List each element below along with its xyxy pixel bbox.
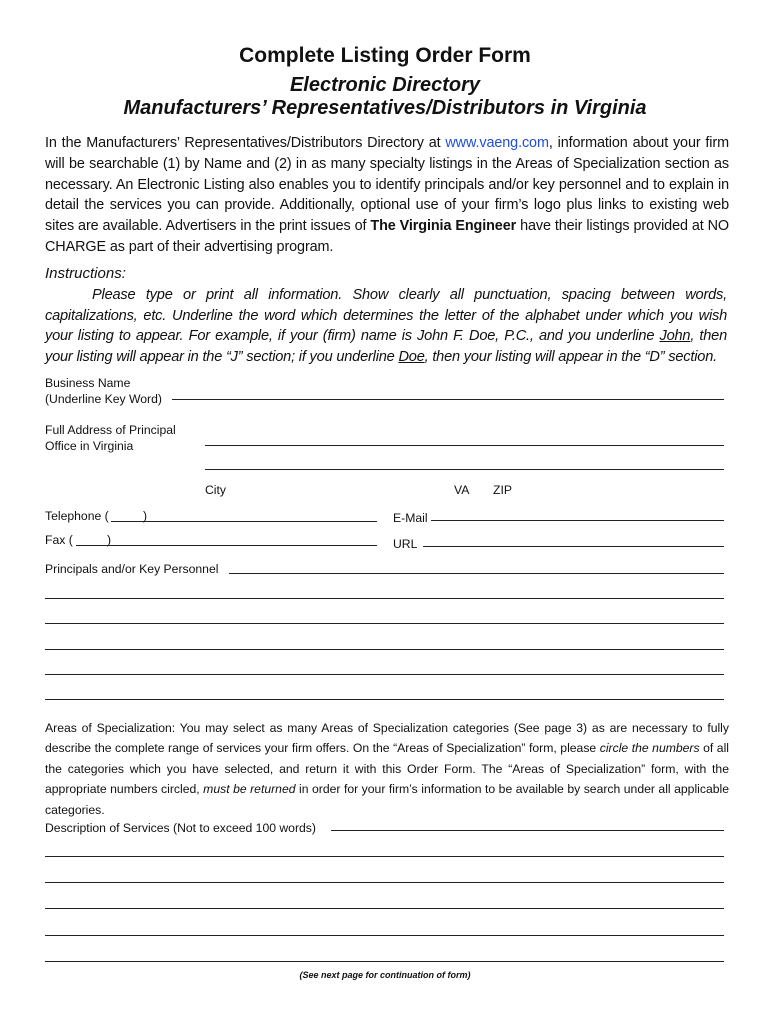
- url-label: URL: [393, 537, 418, 551]
- form-title: Complete Listing Order Form: [239, 44, 531, 67]
- city-label: City: [205, 483, 226, 497]
- example-john: John: [659, 328, 691, 345]
- form-subtitle: Electronic Directory: [289, 74, 481, 96]
- description-line-5[interactable]: [45, 935, 724, 936]
- directory-name: Manufacturers’ Representatives/Distributors in Virginia: [123, 97, 647, 119]
- business-name-field[interactable]: [172, 399, 724, 400]
- intro-paragraph: In the Manufacturers’ Representatives/Distributors Directory at www.vaeng.com, information about your firm will be searchable (1) by Name and (2) in as many specialty listings in the Areas of Specialization section as necessary. An Electronic Listing also enables you to identify principals and/or key personnel and to explain in detail the services you can provide. Additionally, optional use of your firm’s logo plus links to existing web sites are available. Advertisers in the print issues of The Virginia Engineer have their listings provided at NO CHARGE as part of their advertising program.: [45, 135, 729, 255]
- principals-field[interactable]: [229, 573, 724, 574]
- telephone-field[interactable]: [111, 521, 377, 522]
- telephone-label: Telephone (: [45, 509, 109, 523]
- description-field[interactable]: [331, 830, 724, 831]
- principals-line-5[interactable]: [45, 674, 724, 675]
- description-label: Description of Services (Not to exceed 100 words): [45, 821, 316, 835]
- fax-label: Fax (: [45, 533, 73, 547]
- must-be-returned-emphasis: must be returned: [203, 782, 296, 797]
- url-field[interactable]: [423, 546, 724, 547]
- example-doe: Doe: [398, 349, 425, 366]
- principals-line-2[interactable]: [45, 598, 724, 599]
- instructions-text: Please type or print all information. Show clearly all punctuation, spacing between words, capitalizations, etc. Underline the word which determines the letter of the alphabet under which you wish your listing to appear. For example, if your (firm) name is John F. Doe, P.C., and you underline John, then your listing will appear in the “J” section; if you underline Doe, then your listing will appear in the “D” section.: [45, 287, 727, 366]
- principals-line-4[interactable]: [45, 649, 724, 650]
- instructions-heading: Instructions:: [45, 265, 126, 282]
- description-line-2[interactable]: [45, 856, 724, 857]
- business-name-label: Business Name: [45, 376, 131, 390]
- telephone-paren-close: ): [143, 509, 148, 523]
- email-field[interactable]: [431, 520, 724, 521]
- description-line-3[interactable]: [45, 882, 724, 883]
- fax-field[interactable]: [76, 545, 377, 546]
- website-link[interactable]: www.vaeng.com: [445, 135, 549, 151]
- circle-numbers-emphasis: circle the numbers: [599, 741, 700, 756]
- email-label: E-Mail: [393, 511, 428, 525]
- address-line-2-field[interactable]: [205, 469, 724, 470]
- address-line-1-field[interactable]: [205, 445, 724, 446]
- address-sublabel: Office in Virginia: [45, 439, 134, 453]
- description-line-6[interactable]: [45, 961, 724, 962]
- description-line-4[interactable]: [45, 908, 724, 909]
- state-label: VA: [454, 483, 470, 497]
- areas-of-specialization-text: Areas of Specialization: You may select as many Areas of Specialization categories (See page 3) as are necessary to fully describe the complete range of services your firm offers. On the “Areas of Specialization” form, please circle the numbers of all the categories which you have selected, and return it with this Order Form. The “Areas of Specialization” form, with the appropriate numbers circled, must be returned in order for your firm’s information to be available by search under all applicable categories.: [45, 721, 730, 817]
- magazine-name: The Virginia Engineer: [370, 218, 517, 235]
- fax-paren-close: ): [107, 533, 112, 547]
- principals-label: Principals and/or Key Personnel: [45, 562, 219, 576]
- continuation-note: (See next page for continuation of form): [299, 970, 471, 980]
- address-label: Full Address of Principal: [45, 423, 176, 437]
- business-name-sublabel: (Underline Key Word): [45, 392, 162, 406]
- principals-line-3[interactable]: [45, 623, 724, 624]
- principals-line-6[interactable]: [45, 699, 724, 700]
- zip-label: ZIP: [493, 483, 512, 497]
